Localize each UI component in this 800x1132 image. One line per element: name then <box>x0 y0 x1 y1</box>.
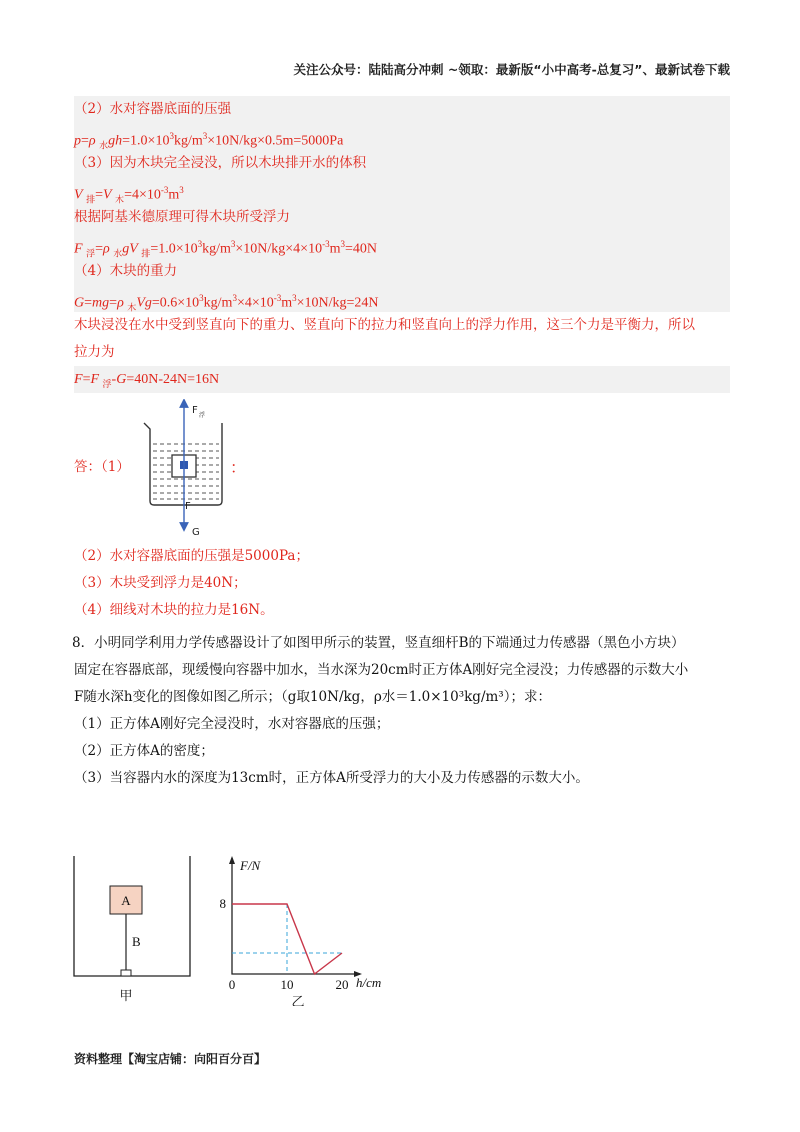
x-tick-label-2: 20 <box>335 977 349 992</box>
chart-axes <box>232 858 360 974</box>
step-3-label: （3）因为木块完全浸没，所以木块排开水的体积 <box>74 150 730 177</box>
buoyancy-label: F <box>192 405 198 416</box>
formula-volume: V $_排$=V $_木=4\times 10^{-3}m^3$ <box>74 177 730 204</box>
gravity-label: G <box>192 527 200 538</box>
x-tick-label-0: 0 <box>228 977 236 992</box>
problem-8-q3: （3）当容器内水的深度为13cm时，正方体A所受浮力的大小及力传感器的示数大小。 <box>74 770 589 786</box>
step-2-label: （2）水对容器底面的压强 <box>74 96 730 123</box>
answer-1-label: 答：（1） <box>74 459 130 475</box>
x-tick-label-1: 10 <box>280 977 294 992</box>
problem-8-line-3: F随水深h变化的图像如图乙所示；（g取10N/kg，ρ水＝1.0×10³kg/m³）；求： <box>74 689 551 705</box>
y-tick-label-0: 8 <box>219 896 226 911</box>
tension-label: F <box>185 501 191 512</box>
problem-8-line-1: 8．小明同学利用力学传感器设计了如图甲所示的装置，竖直细杆B的下端通过力传感器（黑色小方块） <box>72 635 685 651</box>
fig-yi-caption: 乙 <box>291 995 305 1006</box>
answer-1-figure <box>74 393 730 543</box>
y-axis-label: F/N <box>240 858 261 873</box>
answer-3: （3）木块受到浮力是40N； <box>74 575 247 591</box>
fig-yi-chart <box>220 856 382 1006</box>
fig-jia <box>74 856 190 1004</box>
step-4-label: （4）木块的重力 <box>74 258 730 285</box>
balance-text-1: 木块浸没在水中受到竖直向下的重力、竖直向下的拉力和竖直向上的浮力作用，这三个力是平衡力，所以 <box>74 317 695 333</box>
problem-8-intro <box>74 630 730 792</box>
buoyancy-sub: 浮 <box>199 412 206 419</box>
figures-svg <box>70 846 470 1006</box>
problem-8-line-2: 固定在容器底部，现缓慢向容器中加水，当水深为20cm时正方体A刚好完全浸没；力传感器的示数大小 <box>74 662 689 678</box>
problem-8-q2: （2）正方体A的密度； <box>74 743 214 759</box>
answer-2: （2）水对容器底面的压强是5000Pa； <box>74 548 309 564</box>
y-axis-arrow <box>229 856 235 864</box>
archimedes-text: 根据阿基米德原理可得木块所受浮力 <box>74 204 730 231</box>
answer-4: （4）细线对木块的拉力是16N。 <box>74 602 274 618</box>
formula-gravity: G=mg=ρ $_木Vg=0.6\times 10^3kg/m^3\times 4\times 10^{-3}m^3\times 10N/kg=24N$ <box>74 285 730 312</box>
balance-text-2: 拉力为 <box>74 344 115 360</box>
page-footer: 资料整理【淘宝店铺：向阳百分百】 <box>74 1052 267 1066</box>
problem-8-figures <box>70 846 470 1006</box>
formula-tension: F=F $_浮$-G=40N-24N=16N <box>74 366 730 393</box>
answer-1-colon: ： <box>230 458 247 477</box>
formula-pressure: p=ρ $_水gh=1.0\times 10^3kg/m^3\times 10N/kg\times 0.5m=5000Pa$ <box>74 123 730 150</box>
container <box>74 856 190 976</box>
force-sensor <box>121 970 131 976</box>
cube-a-label: A <box>121 893 131 908</box>
formula-buoyancy: F $_浮$=ρ $_水$gV $_排=1.0\times 10^3kg/m^3\times 10N/kg\times 4\times 10^{-3}m^3=40N$ <box>74 231 730 258</box>
problem-8-q1: （1）正方体A刚好完全浸没时，水对容器底的压强； <box>74 716 390 732</box>
rod-b-label: B <box>132 934 141 949</box>
x-axis-label: h/cm <box>356 975 382 990</box>
main-content <box>74 96 730 792</box>
beaker-force-diagram <box>140 399 230 541</box>
fig-jia-caption: 甲 <box>119 989 133 1004</box>
page-header: 关注公众号：陆陆高分冲刺 ~领取：最新版“小中高考-总复习”、最新试卷下载 <box>293 62 730 77</box>
